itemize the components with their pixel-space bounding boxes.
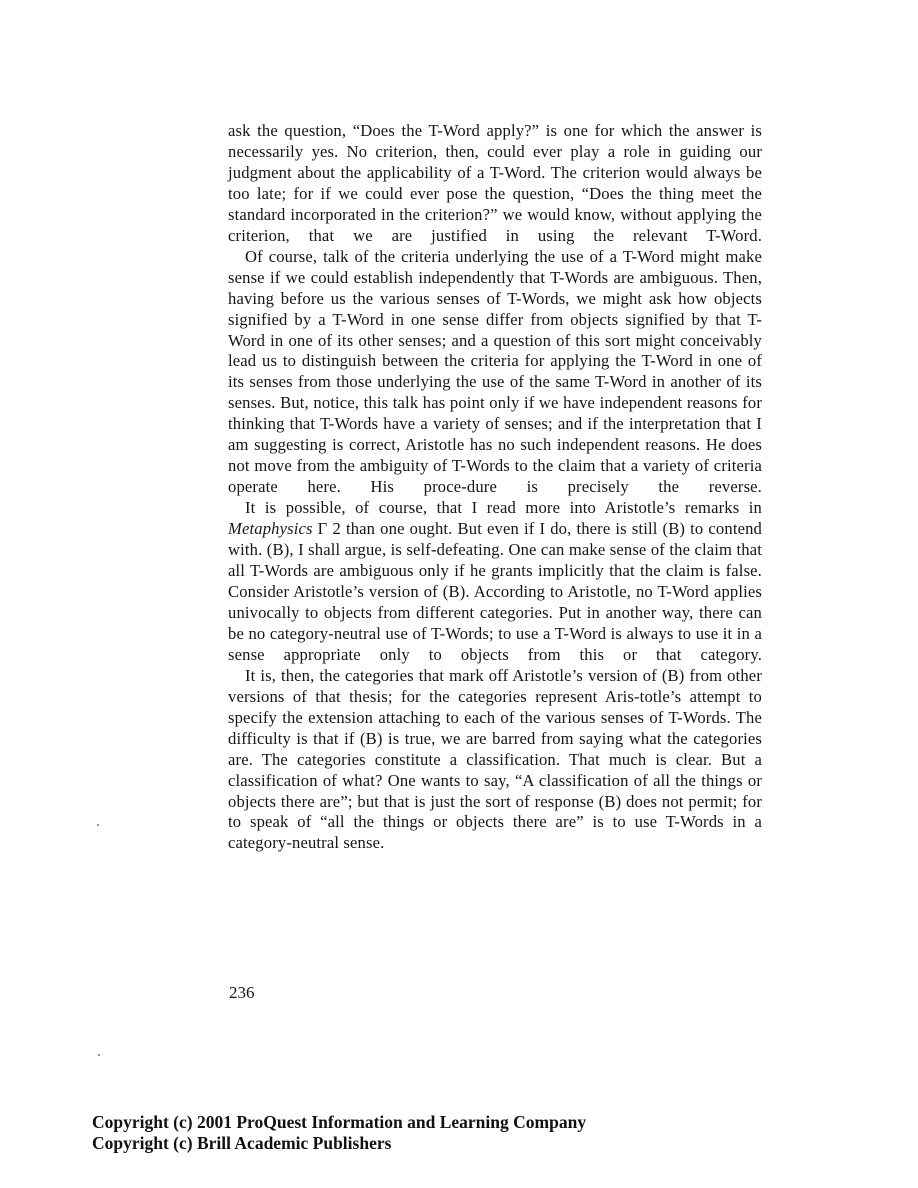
page-body	[228, 121, 762, 854]
scan-speck	[98, 1054, 100, 1056]
paragraph-2	[228, 247, 762, 498]
paragraph-3-title-italic: Metaphysics	[228, 519, 313, 539]
scan-speck	[97, 824, 99, 826]
paragraph-1-text: ask the question, “Does the T-Word apply?” is one for which the answer is necessarily yes. No criterion, then, could ever play a role in guiding our judgment about the applicability of a T-Word. The criterion would always be too late; for if we could ever pose the question, “Does the thing meet the standard incorporated in the criterion?” we would know, without applying the criterion, that we are justified in using the relevant T-Word.	[228, 121, 762, 245]
paragraph-2-text: Of course, talk of the criteria underlying the use of a T-Word might make sense if we could establish independently that T-Words are ambiguous. Then, having before us the various senses of T-Words, we might ask how objects signified by a T-Word in one sense differ from objects signified by that T-Word in one of its other senses; and a question of this sort might conceivably lead us to distinguish between the criteria for applying the T-Word in one of its senses from those underlying the use of the same T-Word in another of its senses. But, notice, this talk has point only if we have independent reasons for thinking that T-Words have a variety of senses; and if the interpretation that I am suggesting is correct, Aristotle has no such independent reasons. He does not move from the ambiguity of T-Words to the claim that a variety of criteria operate here. His proce-dure is precisely the reverse.	[228, 246, 762, 497]
copyright-line: Copyright (c) 2001 ProQuest Information and Learning Company	[92, 1112, 587, 1132]
paragraph-4-text: It is, then, the categories that mark off Aristotle’s version of (B) from other versions of that thesis; for the categories represent Aris-totle’s attempt to specify the extension attaching to each of the various senses of T-Words. The difficulty is that if (B) is true, we are barred from saying what the categories are. The categories constitute a classification. That much is clear. But a classification of what? One wants to say, “A classification of all the things or objects there are”; but that is just the sort of response (B) does not permit; for to speak of “all the things or objects there are” is to use T-Words in a category-neutral sense.	[228, 665, 762, 853]
paragraph-1	[228, 121, 762, 247]
paragraph-3-text-end: Γ 2 than one ought. But even if I do, there is still (B) to contend with. (B), I shall argue, is self-defeating. One can make sense of the claim that all T-Words are ambiguous only if he grants implicitly that the claim is false. Consider Aristotle’s version of (B). According to Aristotle, no T-Word applies univocally to objects from different categories. Put in another way, there can be no category-neutral use of T-Words; to use a T-Word is always to use it in a sense appropriate only to objects from this or that category.	[228, 519, 762, 664]
paragraph-3	[228, 498, 762, 666]
paragraph-4	[228, 666, 762, 855]
copyright-notice	[92, 1112, 586, 1154]
paragraph-3-text-start: It is possible, of course, that I read more into Aristotle’s remarks in	[245, 498, 762, 518]
copyright-line: Copyright (c) Brill Academic Publishers	[92, 1133, 392, 1153]
page-number: 236	[229, 983, 255, 1002]
